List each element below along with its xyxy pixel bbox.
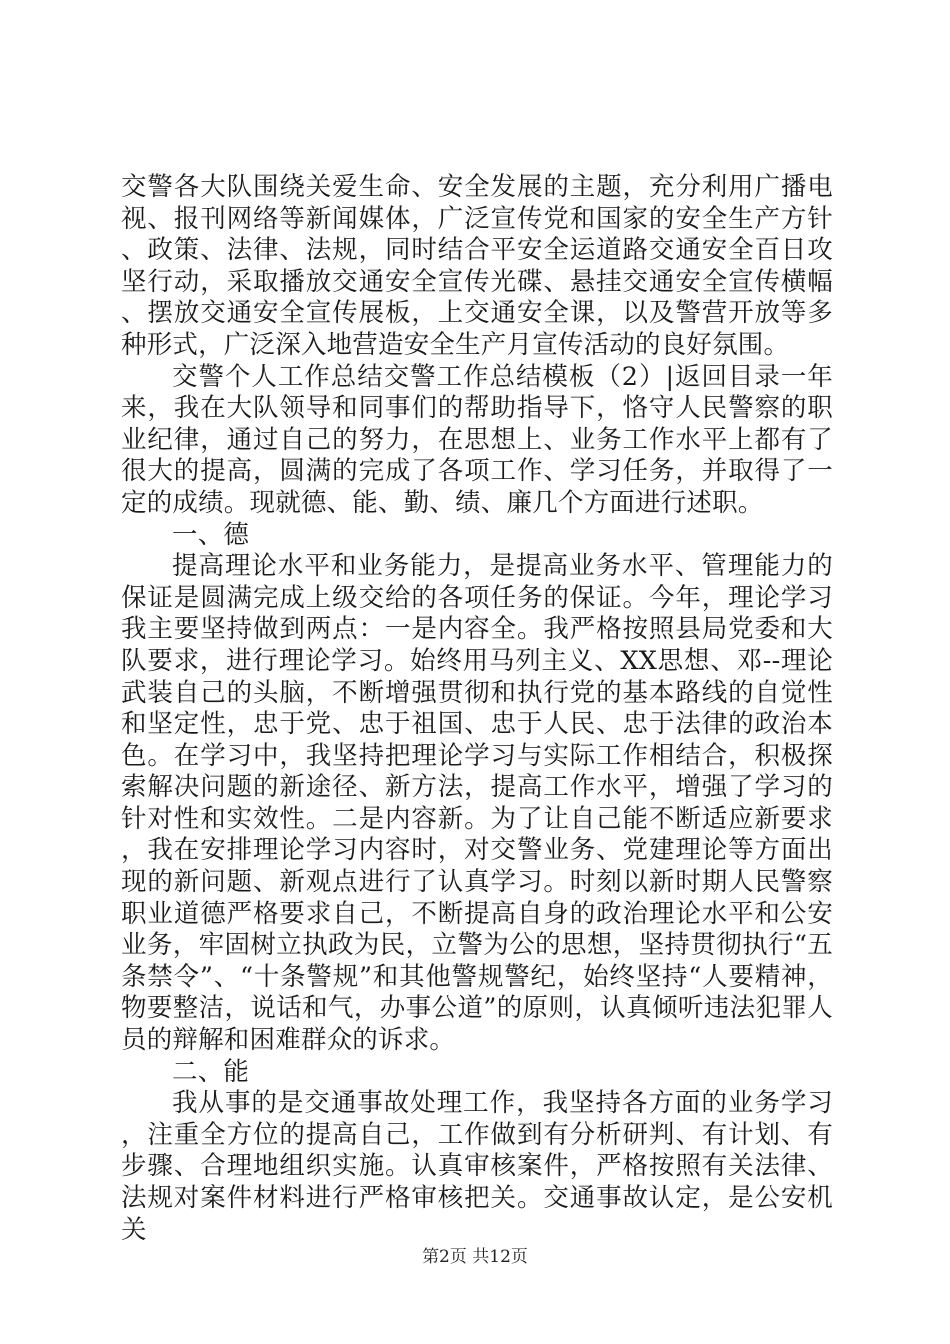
paragraph-4: 我从事的是交通事故处理工作，我坚持各方面的业务学习，注重全方位的提高自己，工作做到有分析研判、有计划、有步骤、合理地组织实施。认真审核案件，严格按照有关法律、法规对案件材料进行严格审核把关。交通事故认定，是公安机关 xyxy=(121,1088,833,1245)
paragraph-3: 提高理论水平和业务能力，是提高业务水平、管理能力的保证是圆满完成上级交给的各项任务的保证。今年，理论学习我主要坚持做到两点：一是内容全。我严格按照县局党委和大队要求，进行理论学习。始终用马列主义、XX思想、邓--理论武装自己的头脑，不断增强贯彻和执行党的基本路线的自觉性和坚定性，忠于党、忠于祖国、忠于人民、忠于法律的政治本色。在学习中，我坚持把理论学习与实际工作相结合，积极探索解决问题的新途径、新方法，提高工作水平，增强了学习的针对性和实效性。二是内容新。为了让自己能不断适应新要求，我在安排理论学习内容时，对交警业务、党建理论等方面出现的新问题、新观点进行了认真学习。时刻以新时期人民警察职业道德严格要求自己，不断提高自身的政治理论水平和公安业务，牢固树立执政为民，立警为公的思想，坚持贯彻执行“五条禁令”、“十条警规”和其他警规警纪，始终坚持“人要精神，物要整洁，说话和气，办事公道”的原则，认真倾听违法犯罪人员的辩解和困难群众的诉求。 xyxy=(121,551,833,1056)
section-heading-neng: 二、能 xyxy=(172,1056,250,1087)
paragraph-2: 交警个人工作总结交警工作总结模板（2）|返回目录一年来，我在大队领导和同事们的帮助指导下，恪守人民警察的职业纪律，通过自己的努力，在思想上、业务工作水平上都有了很大的提高，圆满的完成了各项工作、学习任务，并取得了一定的成绩。现就德、能、勤、绩、廉几个方面进行述职。 xyxy=(121,361,833,518)
paragraph-1: 交警各大队围绕关爱生命、安全发展的主题，充分利用广播电视、报刊网络等新闻媒体，广泛宣传党和国家的安全生产方针、政策、法律、法规，同时结合平安全运道路交通安全百日攻坚行动，采取播放交通安全宣传光碟、悬挂交通安全宣传横幅、摆放交通安全宣传展板，上交通安全课，以及警营开放等多种形式，广泛深入地营造安全生产月宣传活动的良好氛围。 xyxy=(121,172,833,360)
page-footer: 第2页 共12页 xyxy=(422,1247,528,1267)
section-heading-de: 一、德 xyxy=(172,519,250,550)
document-body xyxy=(121,172,833,1246)
